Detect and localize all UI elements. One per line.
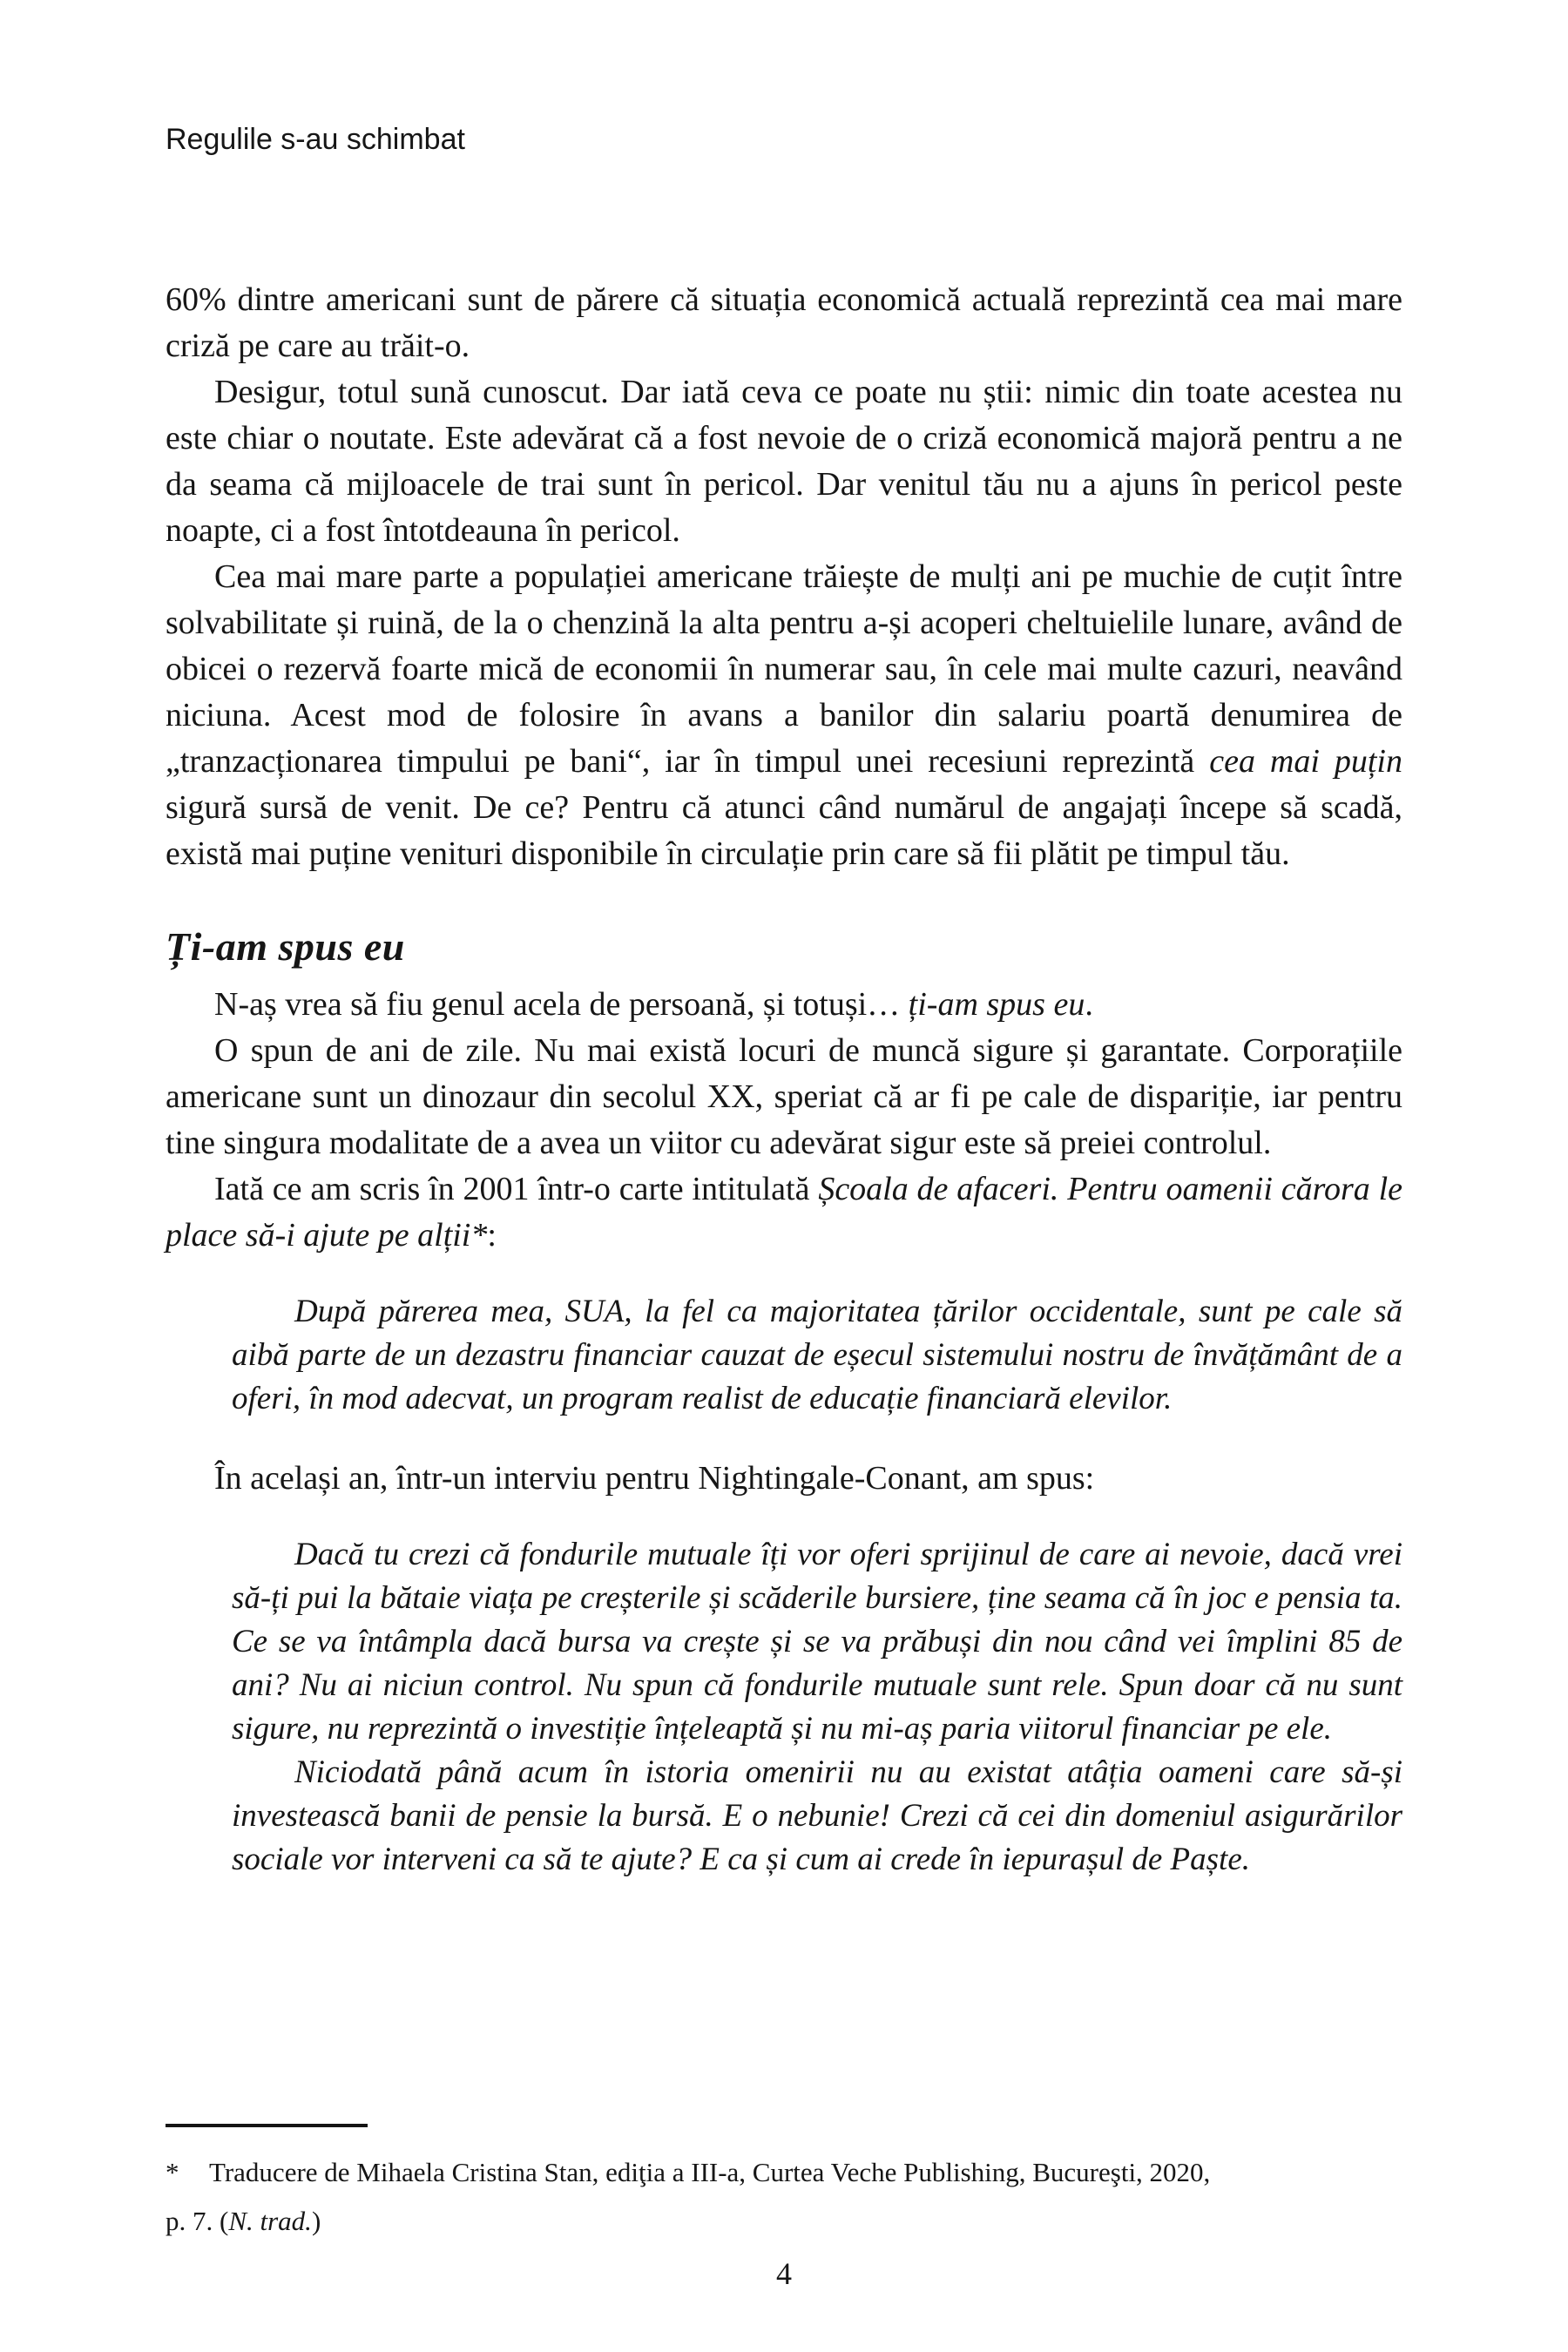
- emphasized-text: N. trad.: [228, 2206, 312, 2236]
- block-quote: [232, 1533, 1402, 1882]
- paragraph-text: sigură sursă de venit. De ce? Pentru că atunci când numărul de angajați începe să scadă, există mai puține venituri disponibile în circulație prin care să fii plătit pe timpul tău.: [166, 789, 1402, 872]
- block-quote-paragraph: Niciodată până acum în istoria omenirii nu au existat atâția oameni care să-și investească banii de pensie la bursă. E o nebunie! Crezi că cei din domeniul asigurărilor sociale vor interveni ca să te ajute? E ca și cum ai crede în iepurașul de Paște.: [232, 1754, 1402, 1877]
- footnote-line: [166, 2197, 1402, 2246]
- footnote-text: p. 7. (: [166, 2206, 229, 2236]
- paragraph-intro: 60% dintre americani sunt de părere că situația economică actuală reprezintă cea mai mare criză pe care au trăit-o.: [166, 281, 1402, 364]
- footnote-marker: *: [166, 2157, 179, 2187]
- book-title-emphasis: Școala de afaceri. Pentru oamenii cărora le place să-i ajute pe alții*: [166, 1171, 1402, 1254]
- block-quote-paragraph: După părerea mea, SUA, la fel ca majoritatea țărilor occidentale, sunt pe cale să aibă parte de un dezastru financiar cauzat de eșecul sistemului nostru de învățământ de a oferi, în mod adecvat, un program realist de educație financiară elevilor.: [232, 1294, 1402, 1416]
- emphasized-text: cea mai puțin: [1209, 743, 1402, 780]
- paragraph: O spun de ani de zile. Nu mai există locuri de muncă sigure și garantate. Corporațiile americane sunt un dinozaur din secolul XX, speriat că ar fi pe cale de dispariție, iar pentru tine singura modalitate de a avea un viitor cu adevărat sigur este să preiei controlul.: [166, 1032, 1402, 1161]
- page-number: 4: [776, 2256, 792, 2291]
- paragraph-text: N-aș vrea să fiu genul acela de persoană, și totuși…: [214, 986, 909, 1023]
- paragraph-text: .: [1085, 986, 1093, 1023]
- paragraph: [166, 554, 1402, 877]
- section-heading: Ți-am spus eu: [166, 924, 405, 969]
- paragraph-text: Iată ce am scris în 2001 într-o carte intitulată: [214, 1171, 819, 1207]
- emphasized-text: ți-am spus eu: [908, 986, 1085, 1023]
- paragraph: [166, 982, 1402, 1028]
- block-quote: [232, 1290, 1402, 1421]
- paragraph: [166, 1166, 1402, 1259]
- block-quote-paragraph: Dacă tu crezi că fondurile mutuale îți vor oferi sprijinul de care ai nevoie, dacă vrei să-ți pui la bătaie viața pe creșterile și scăderile bursiere, ține seama că în joc e pensia ta. Ce se va întâmpla dacă bursa va crește și se va prăbuși din nou când vei împlini 85 de ani? Nu ai niciun control. Nu spun că fondurile mutuale sunt rele. Spun doar că nu sunt sigure, nu reprezintă o investiție înțeleaptă și nu mi-aș paria viitorul financiar pe ele.: [232, 1537, 1402, 1747]
- running-header: Regulile s-au schimbat: [166, 123, 465, 156]
- footnote-rule: [166, 2124, 368, 2127]
- paragraph: În același an, într-un interviu pentru Nightingale-Conant, am spus:: [214, 1460, 1095, 1497]
- footnote: [166, 2124, 1402, 2246]
- paragraph: Desigur, totul sună cunoscut. Dar iată ceva ce poate nu știi: nimic din toate acestea nu este chiar o noutate. Este adevărat că a fost nevoie de o criză economică majoră pentru a ne da seama că mijloacele de trai sunt în pericol. Dar venitul tău nu a ajuns în pericol peste noapte, ci a fost întotdeauna în pericol.: [166, 374, 1402, 549]
- paragraph-text: Cea mai mare parte a populației americane trăiește de mulți ani pe muchie de cuțit între solvabilitate și ruină, de la o chenzină la alta pentru a-și acoperi cheltuielile lunare, având de obicei o rezervă foarte mică de economii în numerar sau, în cele mai multe cazuri, neavând niciuna. Acest mod de folosire în avans a banilor din salariu poartă denumirea de „tranzacționarea timpului pe bani“, iar în timpul unei recesiuni reprezintă: [166, 558, 1402, 780]
- footnote-text: Traducere de Mihaela Cristina Stan, ediţia a III-a, Curtea Veche Publishing, Bucureşti, 2020,: [209, 2157, 1211, 2187]
- footnote-text: ): [311, 2206, 321, 2236]
- paragraph-text: :: [487, 1217, 497, 1254]
- page-content: [166, 122, 1402, 1916]
- footnote-line: [166, 2148, 1402, 2197]
